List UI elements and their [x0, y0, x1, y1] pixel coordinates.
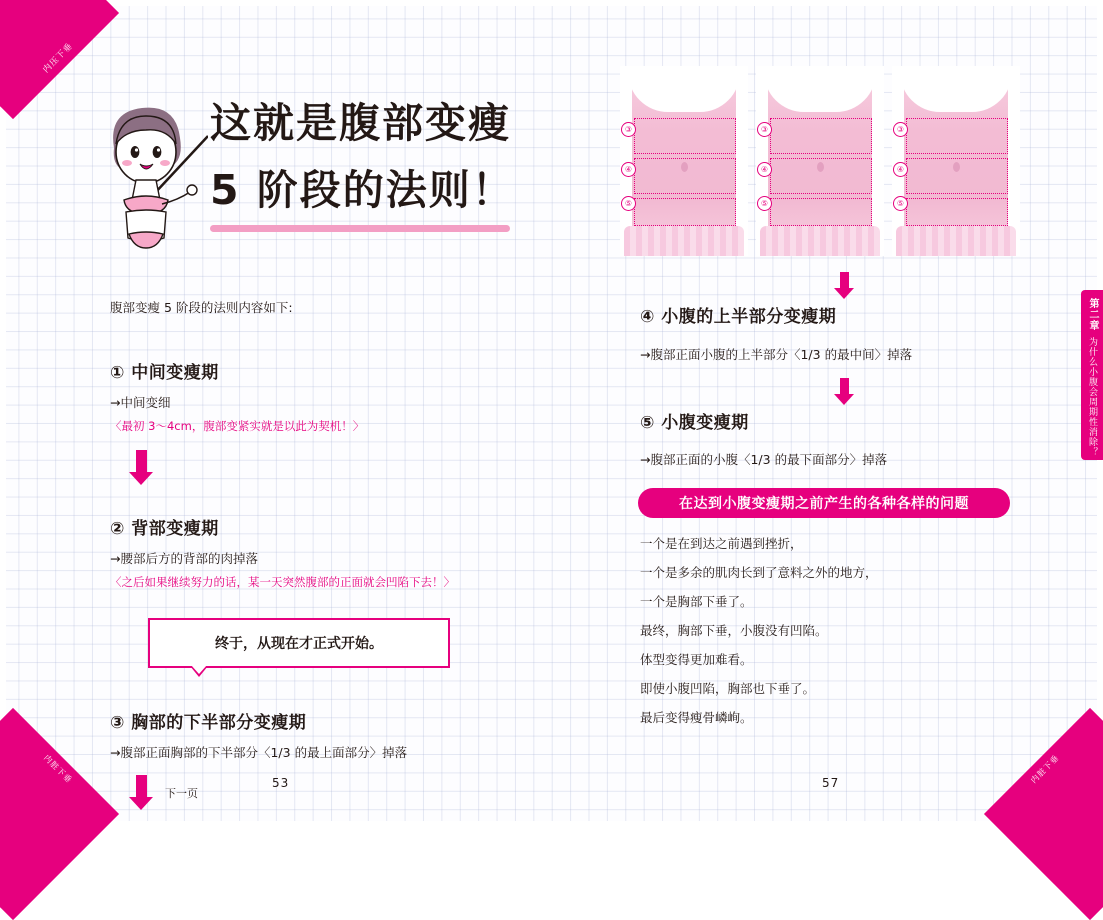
- stage-4-heading: [640, 302, 1060, 327]
- zone-box-3: [634, 118, 736, 154]
- zone-box-5: [770, 198, 872, 226]
- stage-3-heading: ③ 胸部的下半部分变瘦期: [110, 713, 307, 733]
- issue-item: 即使小腹凹陷，胸部也下垂了。: [640, 681, 816, 696]
- zone-number-5: ⑤: [621, 196, 636, 211]
- issue-item: 一个是多余的肌肉长到了意料之外的地方，: [640, 565, 878, 580]
- issues-list: [640, 534, 1040, 737]
- zone-number-3: ③: [621, 122, 636, 137]
- issue-item: 一个是胸部下垂了。: [640, 594, 753, 609]
- issue-item: 最后变得瘦骨嶙峋。: [640, 710, 753, 725]
- stage-2-body: →腰部后方的背部的肉掉落: [110, 551, 258, 566]
- flow-arrow-next-page: [136, 775, 147, 797]
- zone-number-3: ③: [893, 122, 908, 137]
- skirt-shape: [896, 226, 1016, 256]
- title-underline: [210, 225, 510, 232]
- left-body: [110, 298, 530, 800]
- stage-1-heading: ① 中间变瘦期: [110, 363, 219, 383]
- stage-1-body: →中间变细: [110, 395, 171, 410]
- mascot-illustration: [96, 96, 208, 256]
- stage-4-heading-label: ④ 小腹的上半部分变瘦期: [640, 307, 837, 327]
- stage-5-body: →腹部正面的小腹〈1/3 的最下面部分〉掉落: [640, 452, 888, 467]
- issue-item: 体型变得更加难看。: [640, 652, 753, 667]
- stage-2-heading: ② 背部变瘦期: [110, 519, 219, 539]
- issue-item: 一个是在到达之前遇到挫折，: [640, 536, 803, 551]
- right-page-number: 57: [822, 776, 840, 790]
- left-page-number: 53: [272, 776, 290, 790]
- photo-strip: [620, 66, 1020, 256]
- issue-item: 最终，胸部下垂，小腹没有凹陷。: [640, 623, 828, 638]
- stage-3-body: →腹部正面胸部的下半部分〈1/3 的最上面部分〉掉落: [110, 745, 408, 760]
- stage-5-heading: [640, 408, 1060, 433]
- photo-2: [756, 66, 884, 256]
- zone-box-4: [906, 158, 1008, 194]
- photo-1: [620, 66, 748, 256]
- zone-box-3: [906, 118, 1008, 154]
- skirt-shape: [624, 226, 744, 256]
- page-edge-left: [0, 0, 6, 827]
- skirt-shape: [760, 226, 880, 256]
- page-title-line2: 5 阶段的法则！: [210, 166, 515, 215]
- zone-number-5: ⑤: [893, 196, 908, 211]
- zone-number-4: ④: [893, 162, 908, 177]
- zone-box-3: [770, 118, 872, 154]
- flow-arrow-to-stage-5: [840, 378, 849, 394]
- chapter-side-tab: [1081, 290, 1103, 460]
- chapter-title-label: 为什么小腹会周期性消除？: [1087, 337, 1097, 457]
- photo-3: [892, 66, 1020, 256]
- page-title-line1: 这就是腹部变瘦: [210, 99, 511, 147]
- zone-number-4: ④: [621, 162, 636, 177]
- stage-5-heading-label: ⑤ 小腹变瘦期: [640, 413, 749, 433]
- issues-banner: 在达到小腹变瘦期之前产生的各种各样的问题: [638, 488, 1010, 518]
- flow-arrow-to-stage-4: [840, 272, 849, 288]
- next-page-label: 下一页: [165, 787, 198, 800]
- zone-box-5: [634, 198, 736, 226]
- zone-box-4: [770, 158, 872, 194]
- zone-box-5: [906, 198, 1008, 226]
- zone-box-4: [634, 158, 736, 194]
- ribbon-bottom-left-label: 内脏下垂: [41, 753, 74, 786]
- zone-number-4: ④: [757, 162, 772, 177]
- callout-box: 终于，从现在才正式开始。: [148, 618, 450, 668]
- page-title: [210, 98, 540, 232]
- lead-paragraph: 腹部变瘦 5 阶段的法则内容如下:: [110, 300, 293, 315]
- page-edge-top: [0, 0, 1103, 6]
- chapter-number-label: 第二章: [1087, 298, 1098, 331]
- zone-number-3: ③: [757, 122, 772, 137]
- ribbon-bottom-right-label: 内脏下垂: [1029, 753, 1062, 786]
- stage-2-note: 〈之后如果继续努力的话，某一天突然腹部的正面就会凹陷下去！〉: [110, 575, 455, 589]
- ribbon-top-left-label: 内压下垂: [41, 41, 76, 76]
- stage-1-note: 〈最初 3～4cm，腹部变紧实就是以此为契机！〉: [110, 419, 365, 433]
- stage-4-body: →腹部正面小腹的上半部分〈1/3 的最中间〉掉落: [640, 347, 913, 362]
- flow-arrow-1: [136, 450, 147, 472]
- zone-number-5: ⑤: [757, 196, 772, 211]
- page-edge-bottom: [0, 821, 1103, 827]
